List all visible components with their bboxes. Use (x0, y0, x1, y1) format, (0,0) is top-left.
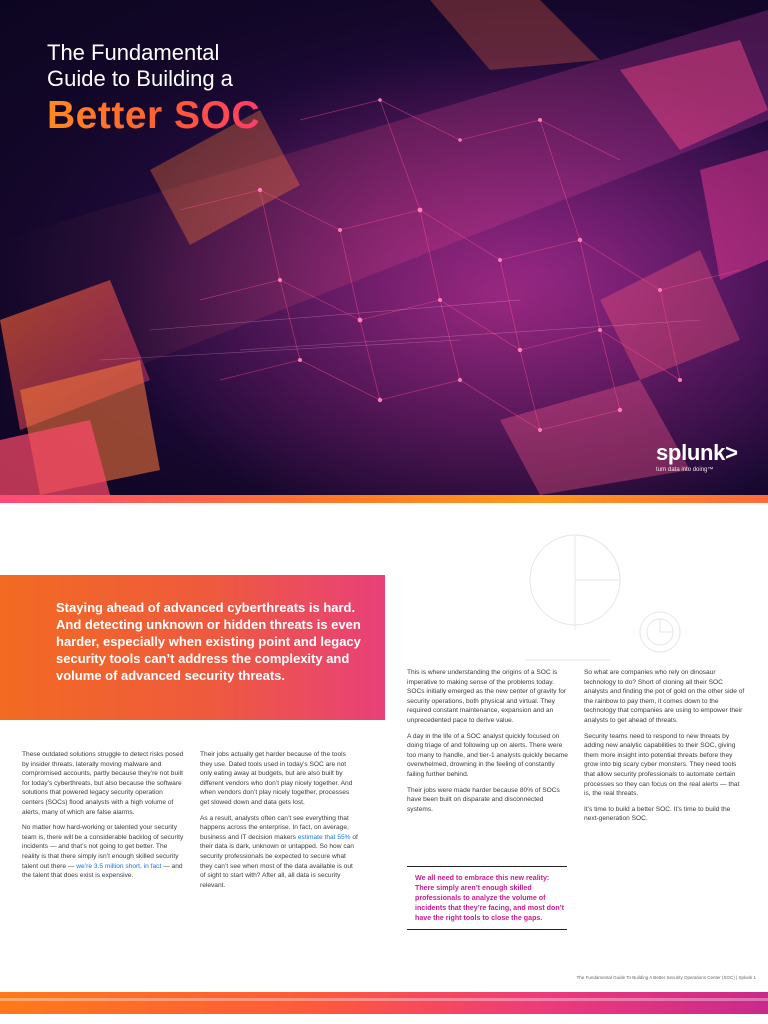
intro-callout (0, 575, 385, 720)
talent-shortage-link[interactable]: we’re 3.5 million short, in fact (76, 862, 162, 870)
body-column-1 (22, 750, 184, 887)
body-column-3 (407, 668, 569, 820)
col3-paragraph-1: This is where understanding the origins of a SOC is imperative to making sense of the problems today. SOCs initially emerged as the new center of gravity for security operations, both physical and virtual. They required constant maintenance, expansion and an unprecedented pace to derive value. (407, 669, 567, 724)
page-footer: The Fundamental Guide To Building A Better Security Operations Center (SOC) | Splunk 1 (576, 975, 756, 980)
col3-paragraph-3: Their jobs were made harder because 80% of SOCs have been built on disparate and disconnected systems. (407, 786, 560, 813)
logo-tagline: turn data into doing™ (656, 467, 714, 473)
body-column-4 (584, 668, 746, 830)
col2-p2-text-a: As a result, analysts often can’t see everything that happens across the enterprise. In fact, on average, business and IT decision makers (200, 814, 349, 841)
footer-stripe (0, 992, 768, 1014)
col4-paragraph-2: Security teams need to respond to new threats by adding new analytic capabilities to their SOC, giving them more insight into potential threats before they grow into big scary cyber monsters. They need tools that allow security professionals to automate certain processes so they can focus on the real alerts — that is, the real threats. (584, 732, 740, 798)
callout-text: Staying ahead of advanced cyberthreats is hard. And detecting unknown or hidden threats is even harder, especially when existing point and legacy security tools can’t address the complexity and volume of advanced security threats. (56, 600, 361, 683)
col1-paragraph-2 (22, 823, 184, 881)
logo-wordmark: splunk> (656, 440, 738, 465)
splunk-logo (656, 440, 738, 473)
hero-title-line2: Guide to Building a (47, 66, 233, 91)
pull-quote-text: We all need to embrace this new reality: There simply aren’t enough skilled professionals to analyze the volume of incidents that they’re facing, and most don’t have the right tools to close the gaps. (415, 874, 564, 922)
col1-p2-text-a: No matter how hard-working or talented your security team is, there will be a considerable backlog of security incidents — and that’s not going to get better. The reality is that there simply isn’t enough skilled security talent out there — (22, 824, 184, 870)
col2-paragraph-1: Their jobs actually get harder because of the tools they use. Dated tools used in today’s SOC are not only eating away at budgets, but are also built by different vendors who don’t play nicely together. And when vendors don’t play nicely together, processes get slowed down and data gets lost. (200, 751, 353, 806)
hero-subtitle: Better SOC (47, 94, 261, 137)
col3-paragraph-2: A day in the life of a SOC analyst quickly focused on doing triage of and following up on alerts. There were too many to handle, and tier-1 analysts quickly became overwhelmed, drowning in the feeling of constantly failing further behind. (407, 732, 568, 778)
col2-p2-text-b: of their data is dark, unknown or untapped. So how can security professionals be expected to secure what they can’t see when most of the data available is out of sight to start with? After all, all data is security relevant. (200, 833, 358, 889)
hero-banner (0, 0, 768, 495)
hero-title-line1: The Fundamental (47, 40, 220, 65)
col4-paragraph-3: It’s time to build a better SOC. It’s time to build the next-generation SOC. (584, 805, 731, 823)
dark-data-link[interactable]: estimate that 55% (297, 833, 351, 841)
hero-bottom-stripe (0, 495, 768, 503)
hero-title (47, 40, 233, 92)
col1-paragraph-1: These outdated solutions struggle to detect risks posed by insider threats, laterally moving malware and compromised accounts, partly because they’re not built for today’s cyberthreats, but also because the software solutions that powered legacy security operation centers (SOCs) flood analysts with a high volume of alerts, many of which are false alarms. (22, 751, 184, 816)
decorative-circles-graphic (515, 520, 695, 680)
col2-paragraph-2 (200, 814, 360, 891)
col1-p2-text-b: — and the talent that does exist is expensive. (22, 862, 183, 880)
body-column-2 (200, 750, 360, 896)
pull-quote (407, 866, 567, 930)
col4-paragraph-1: So what are companies who rely on dinosaur technology to do? Short of cloning all their SOC analysts and finding the pot of gold on the other side of the rainbow to pay them, it comes down to the technology that companies are using to empower their analysts to get ahead of threats. (584, 669, 745, 724)
